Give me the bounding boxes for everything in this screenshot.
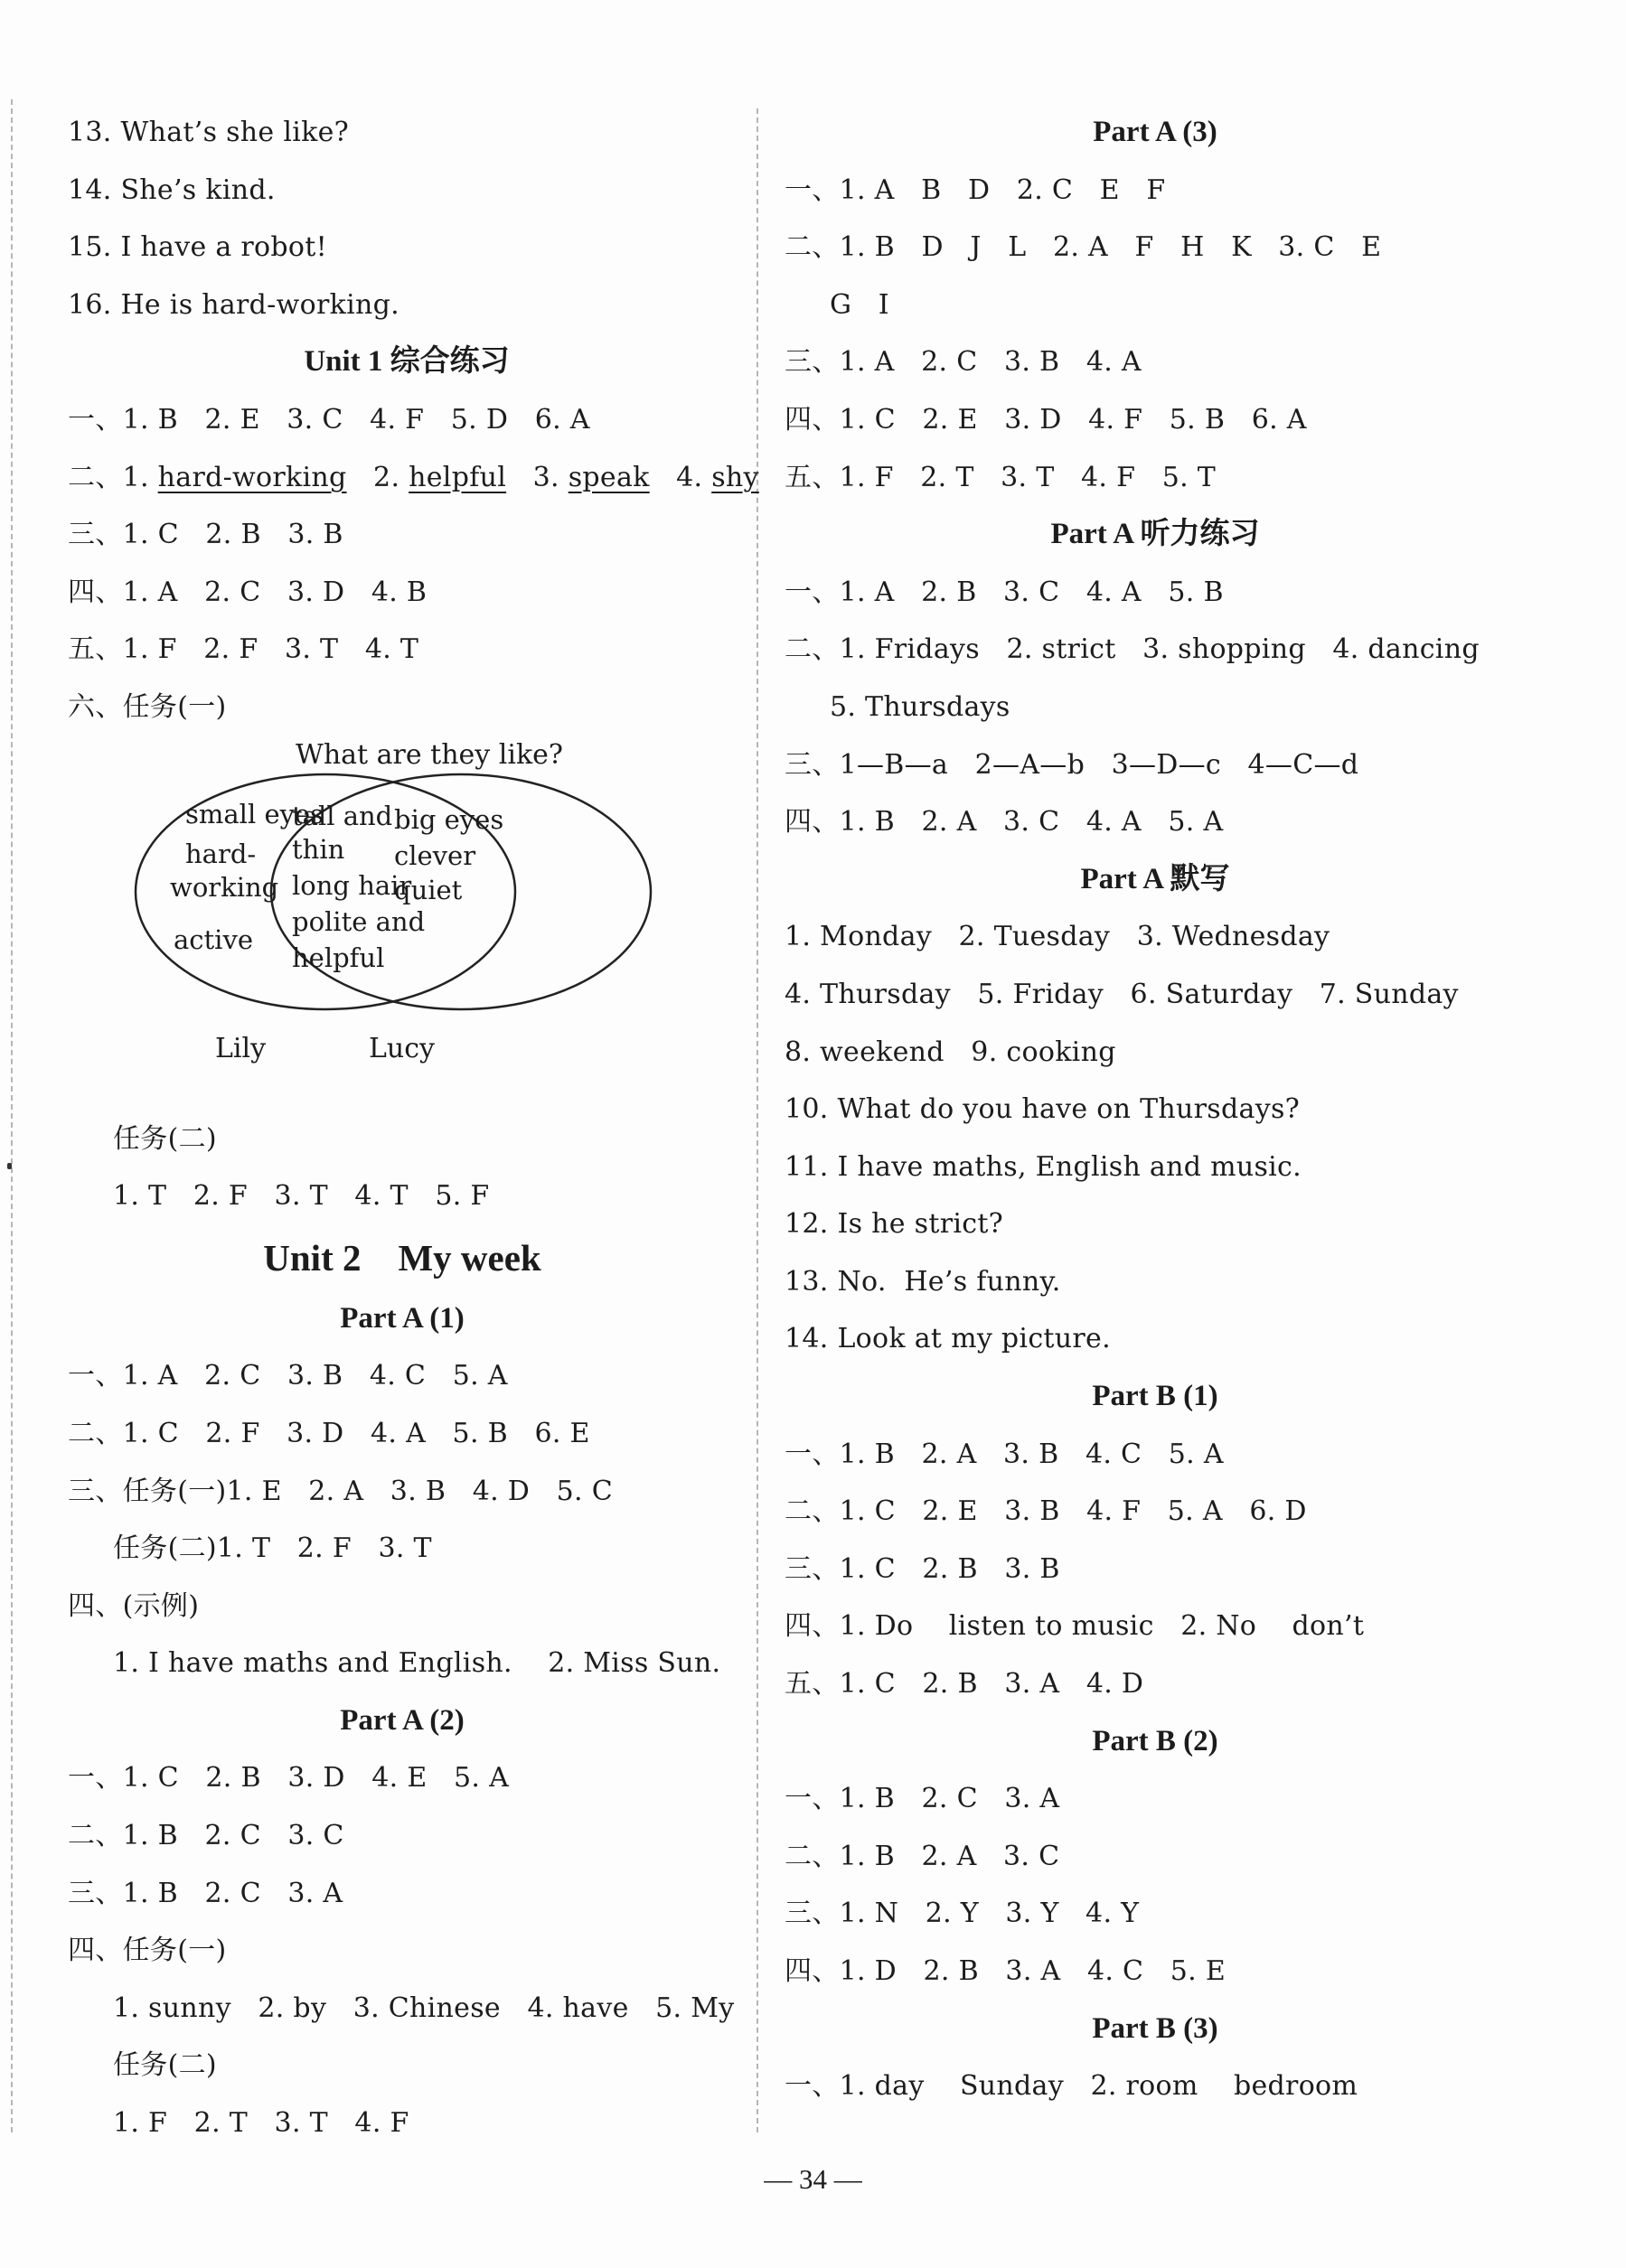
answer-line: 四、(示例) <box>68 1589 200 1622</box>
answer-line: 一、1. A 2. C 3. B 4. C 5. A <box>68 1360 508 1392</box>
answer-line: 二、1. C 2. F 3. D 4. A 5. B 6. E <box>68 1417 590 1449</box>
answer-line: 12. Is he strict? <box>785 1208 1004 1241</box>
answer-line: 二、1. Fridays 2. strict 3. shopping 4. dancing <box>785 633 1480 666</box>
answer-line: 四、1. C 2. E 3. D 4. F 5. B 6. A <box>785 403 1307 436</box>
section-heading-part-b3: Part B (3) <box>1092 2011 1218 2045</box>
section-heading-part-b1: Part B (1) <box>1092 1380 1218 1413</box>
venn-right-word: clever <box>394 839 476 871</box>
left-column <box>68 104 759 2152</box>
answer-line: 五、1. F 2. T 3. T 4. F 5. T <box>785 461 1217 493</box>
answer-line: 1. F 2. T 3. T 4. F <box>113 2107 409 2140</box>
answer-line: 六、任务(一) <box>68 690 227 723</box>
section-heading-listening: Part A 听力练习 <box>1050 518 1260 551</box>
answer-line: 任务(二) <box>113 1122 217 1155</box>
answer-line: 一、1. C 2. B 3. D 4. E 5. A <box>68 1762 510 1795</box>
section-heading-part-b2: Part B (2) <box>1092 1724 1218 1757</box>
venn-left-word: active <box>174 923 254 955</box>
answer-line: 4. Thursday 5. Friday 6. Saturday 7. Sunday <box>785 978 1459 1010</box>
answer-line: 二、1. C 2. E 3. B 4. F 5. A 6. D <box>785 1495 1307 1528</box>
answer-line: 二、1. B 2. A 3. C <box>785 1840 1060 1872</box>
venn-left-word: hard- <box>185 838 257 869</box>
answer-line: 二、1. B D J L 2. A F H K 3. C E <box>785 231 1382 264</box>
answer-line: 1. sunny 2. by 3. Chinese 4. have 5. My <box>113 1992 735 2024</box>
answer-line: 1. I have maths and English. 2. Miss Sun. <box>113 1647 721 1680</box>
venn-left-word: small eyes <box>185 798 324 829</box>
venn-middle-word: tall and <box>292 800 393 831</box>
answer-line: 8. weekend 9. cooking <box>785 1036 1116 1068</box>
answer-line: 一、1. B 2. A 3. B 4. C 5. A <box>785 1438 1224 1470</box>
answer-line: 一、1. B 2. C 3. A <box>785 1783 1060 1815</box>
answer-line: 16. He is hard-working. <box>68 288 399 321</box>
answer-line: 二、1. B 2. C 3. C <box>68 1820 344 1852</box>
answer-line: 一、1. A 2. B 3. C 4. A 5. B <box>785 576 1224 608</box>
answer-line: 三、1. B 2. C 3. A <box>68 1877 343 1909</box>
left-margin-divider <box>11 99 13 2132</box>
answer-line: 14. She’s kind. <box>68 173 276 206</box>
venn-label-lucy: Lucy <box>369 1032 435 1064</box>
section-heading-dictation: Part A 默写 <box>1080 862 1230 895</box>
answer-line: 13. No. He’s funny. <box>785 1265 1061 1298</box>
section-heading-unit1-review: Unit 1 综合练习 <box>304 345 510 379</box>
answer-line: 五、1. F 2. F 3. T 4. T <box>68 633 419 666</box>
answer-line: 5. Thursdays <box>830 690 1010 723</box>
answer-line: 四、任务(一) <box>68 1935 227 1967</box>
answer-line: 15. I have a robot! <box>68 231 327 264</box>
page-number: — 34 — <box>764 2163 862 2195</box>
section-heading-part-a2: Part A (2) <box>340 1703 465 1737</box>
section-heading-part-a1: Part A (1) <box>340 1301 465 1335</box>
section-heading-part-a3: Part A (3) <box>1093 116 1217 148</box>
answer-line: 1. T 2. F 3. T 4. T 5. F <box>113 1180 490 1213</box>
answer-line: 四、1. Do listen to music 2. No don’t <box>785 1610 1365 1643</box>
answer-line: 四、1. B 2. A 3. C 4. A 5. A <box>785 806 1224 839</box>
answer-line: 一、1. day Sunday 2. room bedroom <box>785 2070 1358 2103</box>
underlined-word: speak <box>568 461 650 493</box>
venn-middle-word: polite and <box>292 905 426 937</box>
answer-line: 10. What do you have on Thursdays? <box>785 1093 1301 1126</box>
venn-diagram <box>68 736 737 1111</box>
venn-middle-word: long hair <box>292 869 412 901</box>
answer-line-underlined: 二、1. hard-working 2. helpful 3. speak 4. shy <box>68 461 759 493</box>
margin-mark <box>7 1163 12 1169</box>
answer-line: 一、1. A B D 2. C E F <box>785 173 1166 206</box>
answer-line: 一、1. B 2. E 3. C 4. F 5. D 6. A <box>68 403 590 436</box>
underlined-word: helpful <box>409 461 507 493</box>
venn-middle-word: helpful <box>292 942 385 973</box>
answer-line: 11. I have maths, English and music. <box>785 1150 1302 1183</box>
answer-line: 14. Look at my picture. <box>785 1323 1111 1355</box>
column-divider <box>757 108 758 2132</box>
answer-line: 三、1. C 2. B 3. B <box>68 519 343 551</box>
answer-line: 1. Monday 2. Tuesday 3. Wednesday <box>785 921 1330 953</box>
section-heading-unit2: Unit 2 My week <box>263 1236 541 1279</box>
answer-line: 四、1. A 2. C 3. D 4. B <box>68 576 428 608</box>
answer-line: 三、1. C 2. B 3. B <box>785 1552 1060 1585</box>
answer-line: 任务(二) <box>113 2049 217 2082</box>
answer-line: 三、1. N 2. Y 3. Y 4. Y <box>785 1898 1140 1930</box>
answer-line: 三、任务(一)1. E 2. A 3. B 4. D 5. C <box>68 1475 613 1507</box>
venn-middle-word: thin <box>292 833 345 865</box>
venn-right-word: big eyes <box>394 803 504 835</box>
answer-line: G I <box>830 288 889 321</box>
answer-line: 13. What’s she like? <box>68 117 350 148</box>
underlined-word: shy <box>711 461 759 493</box>
answer-line: 五、1. C 2. B 3. A 4. D <box>785 1668 1144 1701</box>
right-column <box>785 104 1526 2115</box>
answer-line: 任务(二)1. T 2. F 3. T <box>113 1532 432 1565</box>
answer-line: 三、1—B—a 2—A—b 3—D—c 4—C—d <box>785 748 1359 781</box>
venn-left-word: working <box>170 871 279 903</box>
venn-question: What are they like? <box>296 738 563 771</box>
venn-right-word: quiet <box>394 874 463 905</box>
underlined-word: hard-working <box>157 461 347 493</box>
answer-line: 三、1. A 2. C 3. B 4. A <box>785 346 1142 379</box>
venn-label-lily: Lily <box>215 1032 267 1064</box>
answer-line: 四、1. D 2. B 3. A 4. C 5. E <box>785 1955 1227 1987</box>
